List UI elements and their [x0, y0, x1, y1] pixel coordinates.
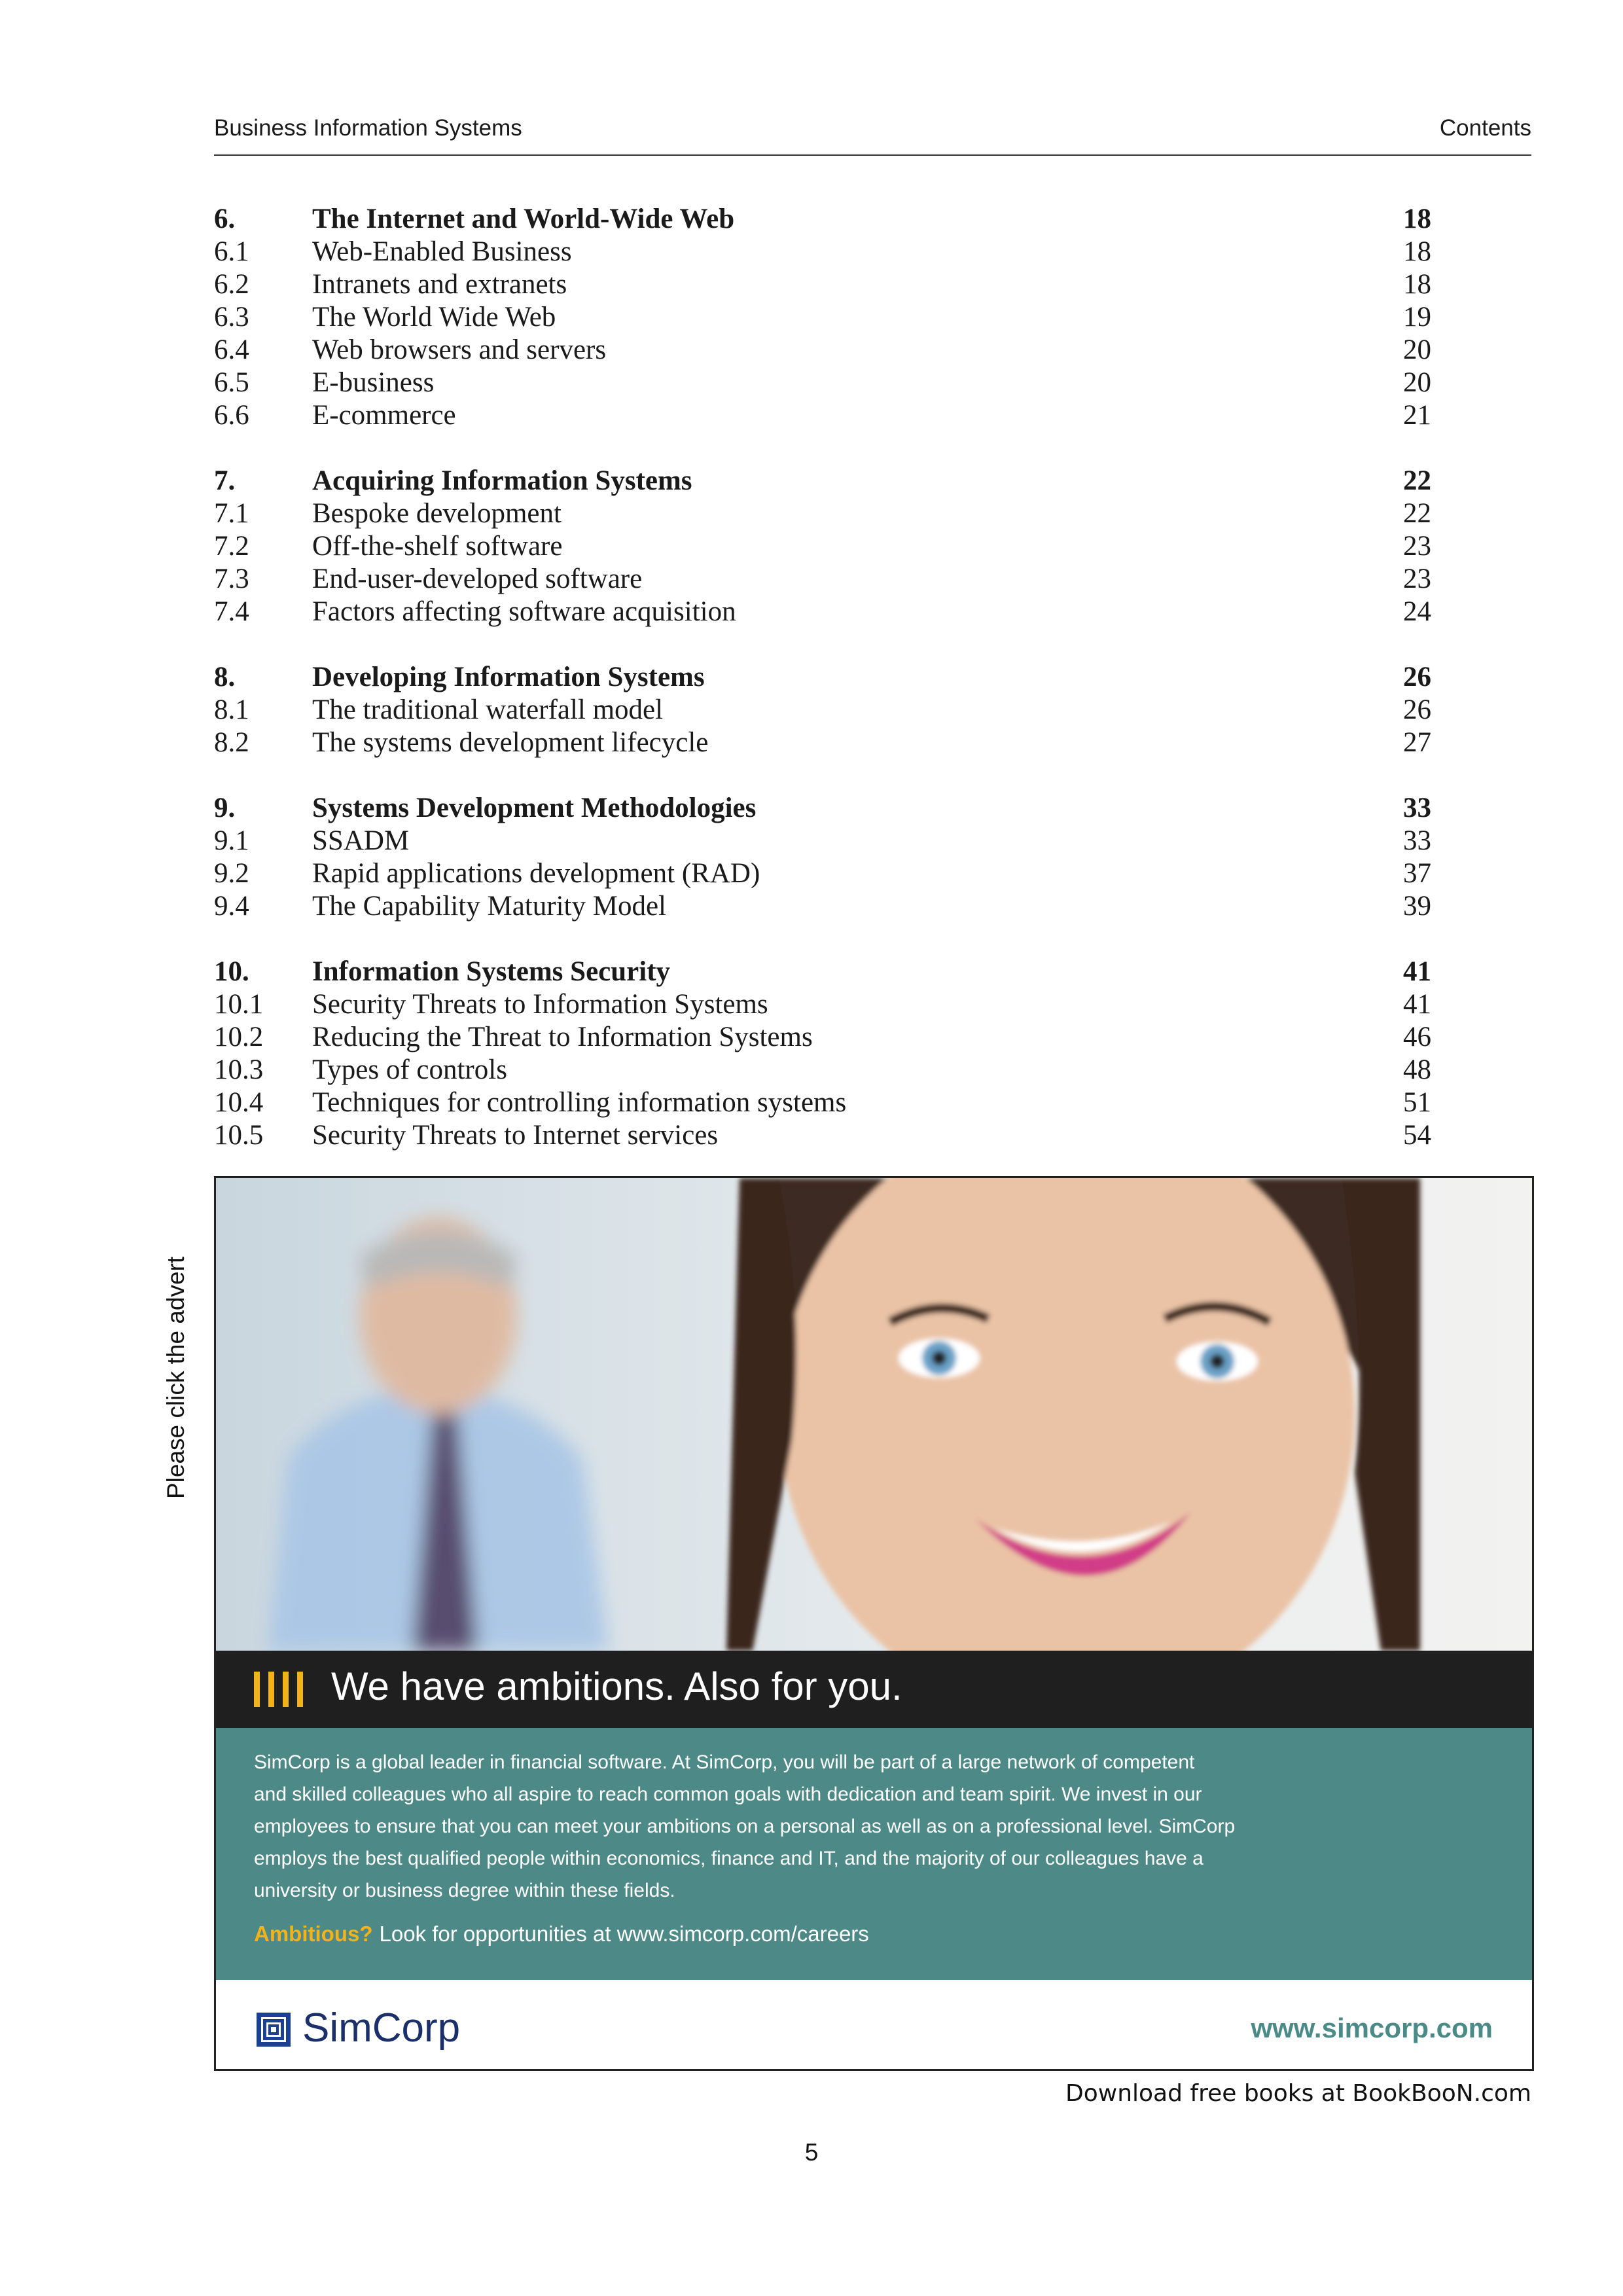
toc-number: 8.: [214, 662, 236, 692]
toc-title: Techniques for controlling information systems: [312, 1087, 847, 1118]
cta-text: Look for opportunities at www.simcorp.com/careers: [379, 1922, 869, 1946]
toc-page-number: 20: [1403, 367, 1431, 398]
toc-item-row[interactable]: [214, 890, 1431, 923]
toc-item-row[interactable]: [214, 726, 1431, 759]
toc-page-number: 21: [1403, 400, 1431, 431]
toc-item-row[interactable]: [214, 334, 1431, 367]
advert-info-panel: [216, 1728, 1532, 1980]
toc-title: E-business: [312, 367, 435, 398]
toc-title: Intranets and extranets: [312, 269, 567, 300]
toc-number: 7.2: [214, 531, 249, 562]
page-header: [214, 111, 1531, 156]
toc-item-row[interactable]: [214, 530, 1431, 563]
toc-title: Systems Development Methodologies: [312, 793, 757, 823]
toc-chapter-row[interactable]: [214, 203, 1431, 236]
toc-number: 6.5: [214, 367, 249, 398]
toc-item-row[interactable]: [214, 825, 1431, 857]
toc-page-number: 51: [1403, 1087, 1431, 1118]
toc-item-row[interactable]: [214, 399, 1431, 432]
toc-page-number: 18: [1403, 236, 1431, 267]
toc-title: Web browsers and servers: [312, 334, 607, 365]
toc-title: Reducing the Threat to Information Systems: [312, 1022, 813, 1052]
toc-chapter-row[interactable]: [214, 465, 1431, 497]
toc-number: 6.2: [214, 269, 249, 300]
toc-page-number: 26: [1403, 662, 1431, 692]
toc-chapter-row[interactable]: [214, 956, 1431, 988]
toc-title: The World Wide Web: [312, 302, 556, 332]
toc-number: 6.4: [214, 334, 249, 365]
book-title: Business Information Systems: [214, 115, 522, 141]
toc-page-number: 24: [1403, 596, 1431, 627]
toc-page-number: 22: [1403, 465, 1431, 496]
table-of-contents: [214, 203, 1431, 1185]
page-number: 5: [804, 2139, 819, 2166]
toc-page-number: 46: [1403, 1022, 1431, 1052]
toc-title: Factors affecting software acquisition: [312, 596, 736, 627]
toc-item-row[interactable]: [214, 1021, 1431, 1054]
toc-item-row[interactable]: [214, 301, 1431, 334]
toc-number: 6.6: [214, 400, 249, 431]
toc-page-number: 33: [1403, 793, 1431, 823]
toc-page-number: 18: [1403, 204, 1431, 234]
toc-title: End-user-developed software: [312, 564, 643, 594]
toc-page-number: 18: [1403, 269, 1431, 300]
toc-page-number: 26: [1403, 694, 1431, 725]
slogan-bar: [216, 1651, 1532, 1728]
toc-title: Information Systems Security: [312, 956, 671, 987]
toc-number: 7.3: [214, 564, 249, 594]
toc-item-row[interactable]: [214, 236, 1431, 268]
toc-title: Bespoke development: [312, 498, 562, 529]
toc-number: 7.4: [214, 596, 249, 627]
toc-item-row[interactable]: [214, 367, 1431, 399]
toc-title: Types of controls: [312, 1054, 507, 1085]
toc-page-number: 37: [1403, 858, 1431, 889]
toc-section: [214, 956, 1431, 1152]
toc-title: Rapid applications development (RAD): [312, 858, 760, 889]
toc-item-row[interactable]: [214, 1119, 1431, 1152]
toc-section: [214, 661, 1431, 759]
toc-title: The Capability Maturity Model: [312, 891, 666, 922]
toc-title: Off-the-shelf software: [312, 531, 563, 562]
toc-page-number: 27: [1403, 727, 1431, 758]
toc-item-row[interactable]: [214, 694, 1431, 726]
toc-page-number: 22: [1403, 498, 1431, 529]
toc-page-number: 20: [1403, 334, 1431, 365]
toc-page-number: 23: [1403, 531, 1431, 562]
advert-footer: [216, 1980, 1532, 2069]
advert-cta[interactable]: [254, 1922, 869, 1946]
simcorp-logo-text: SimCorp: [302, 2005, 461, 2051]
toc-page-number: 41: [1403, 989, 1431, 1020]
advert-banner[interactable]: [214, 1176, 1534, 2071]
toc-number: 10.: [214, 956, 249, 987]
download-notice: Download free books at BookBooN.com: [1065, 2080, 1531, 2107]
simcorp-logo-icon: [257, 2013, 291, 2047]
toc-chapter-row[interactable]: [214, 661, 1431, 694]
toc-page-number: 48: [1403, 1054, 1431, 1085]
advert-body-text: SimCorp is a global leader in financial software. At SimCorp, you will be part of a large network of competent and skilled colleagues who all aspire to reach common goals with dedication and team spirit. We invest in our employees to ensure that you can meet your ambitions on a personal as well as on a professional level. SimCorp employs the best qualified people within economics, finance and IT, and the majority of our colleagues have a university or business degree within these fields.: [254, 1751, 1236, 1901]
toc-number: 10.5: [214, 1120, 264, 1151]
toc-section: [214, 203, 1431, 432]
advert-url-link[interactable]: www.simcorp.com: [1251, 2013, 1493, 2043]
toc-title: Security Threats to Internet services: [312, 1120, 719, 1151]
toc-number: 9.1: [214, 825, 249, 856]
toc-number: 6.1: [214, 236, 249, 267]
toc-item-row[interactable]: [214, 268, 1431, 301]
toc-title: The traditional waterfall model: [312, 694, 664, 725]
brand-bars-icon: [254, 1672, 306, 1707]
toc-item-row[interactable]: [214, 1086, 1431, 1119]
advert-side-label: Please click the advert: [162, 1256, 189, 1499]
toc-number: 7.: [214, 465, 236, 496]
toc-title: Acquiring Information Systems: [312, 465, 692, 496]
toc-title: The Internet and World-Wide Web: [312, 204, 735, 234]
toc-section: [214, 465, 1431, 628]
section-title: Contents: [1439, 115, 1531, 141]
toc-page-number: 19: [1403, 302, 1431, 332]
toc-number: 8.2: [214, 727, 249, 758]
toc-number: 10.1: [214, 989, 264, 1020]
toc-number: 10.3: [214, 1054, 264, 1085]
cta-strong: Ambitious?: [254, 1922, 373, 1946]
toc-number: 9.4: [214, 891, 249, 922]
advert-photo: [216, 1178, 1532, 1651]
toc-item-row[interactable]: [214, 497, 1431, 530]
toc-number: 8.1: [214, 694, 249, 725]
toc-title: E-commerce: [312, 400, 456, 431]
toc-item-row[interactable]: [214, 857, 1431, 890]
toc-page-number: 39: [1403, 891, 1431, 922]
toc-page-number: 41: [1403, 956, 1431, 987]
toc-page-number: 54: [1403, 1120, 1431, 1151]
toc-item-row[interactable]: [214, 596, 1431, 628]
toc-title: Developing Information Systems: [312, 662, 705, 692]
toc-number: 6.: [214, 204, 236, 234]
toc-number: 7.1: [214, 498, 249, 529]
toc-title: The systems development lifecycle: [312, 727, 709, 758]
toc-item-row[interactable]: [214, 988, 1431, 1021]
toc-item-row[interactable]: [214, 563, 1431, 596]
toc-number: 9.: [214, 793, 236, 823]
toc-section: [214, 792, 1431, 923]
toc-title: Security Threats to Information Systems: [312, 989, 768, 1020]
toc-chapter-row[interactable]: [214, 792, 1431, 825]
toc-title: Web-Enabled Business: [312, 236, 572, 267]
toc-page-number: 33: [1403, 825, 1431, 856]
toc-number: 6.3: [214, 302, 249, 332]
toc-page-number: 23: [1403, 564, 1431, 594]
toc-number: 9.2: [214, 858, 249, 889]
advert-slogan: We have ambitions. Also for you.: [331, 1664, 902, 1708]
toc-number: 10.4: [214, 1087, 264, 1118]
toc-title: SSADM: [312, 825, 410, 856]
toc-item-row[interactable]: [214, 1054, 1431, 1086]
toc-number: 10.2: [214, 1022, 264, 1052]
